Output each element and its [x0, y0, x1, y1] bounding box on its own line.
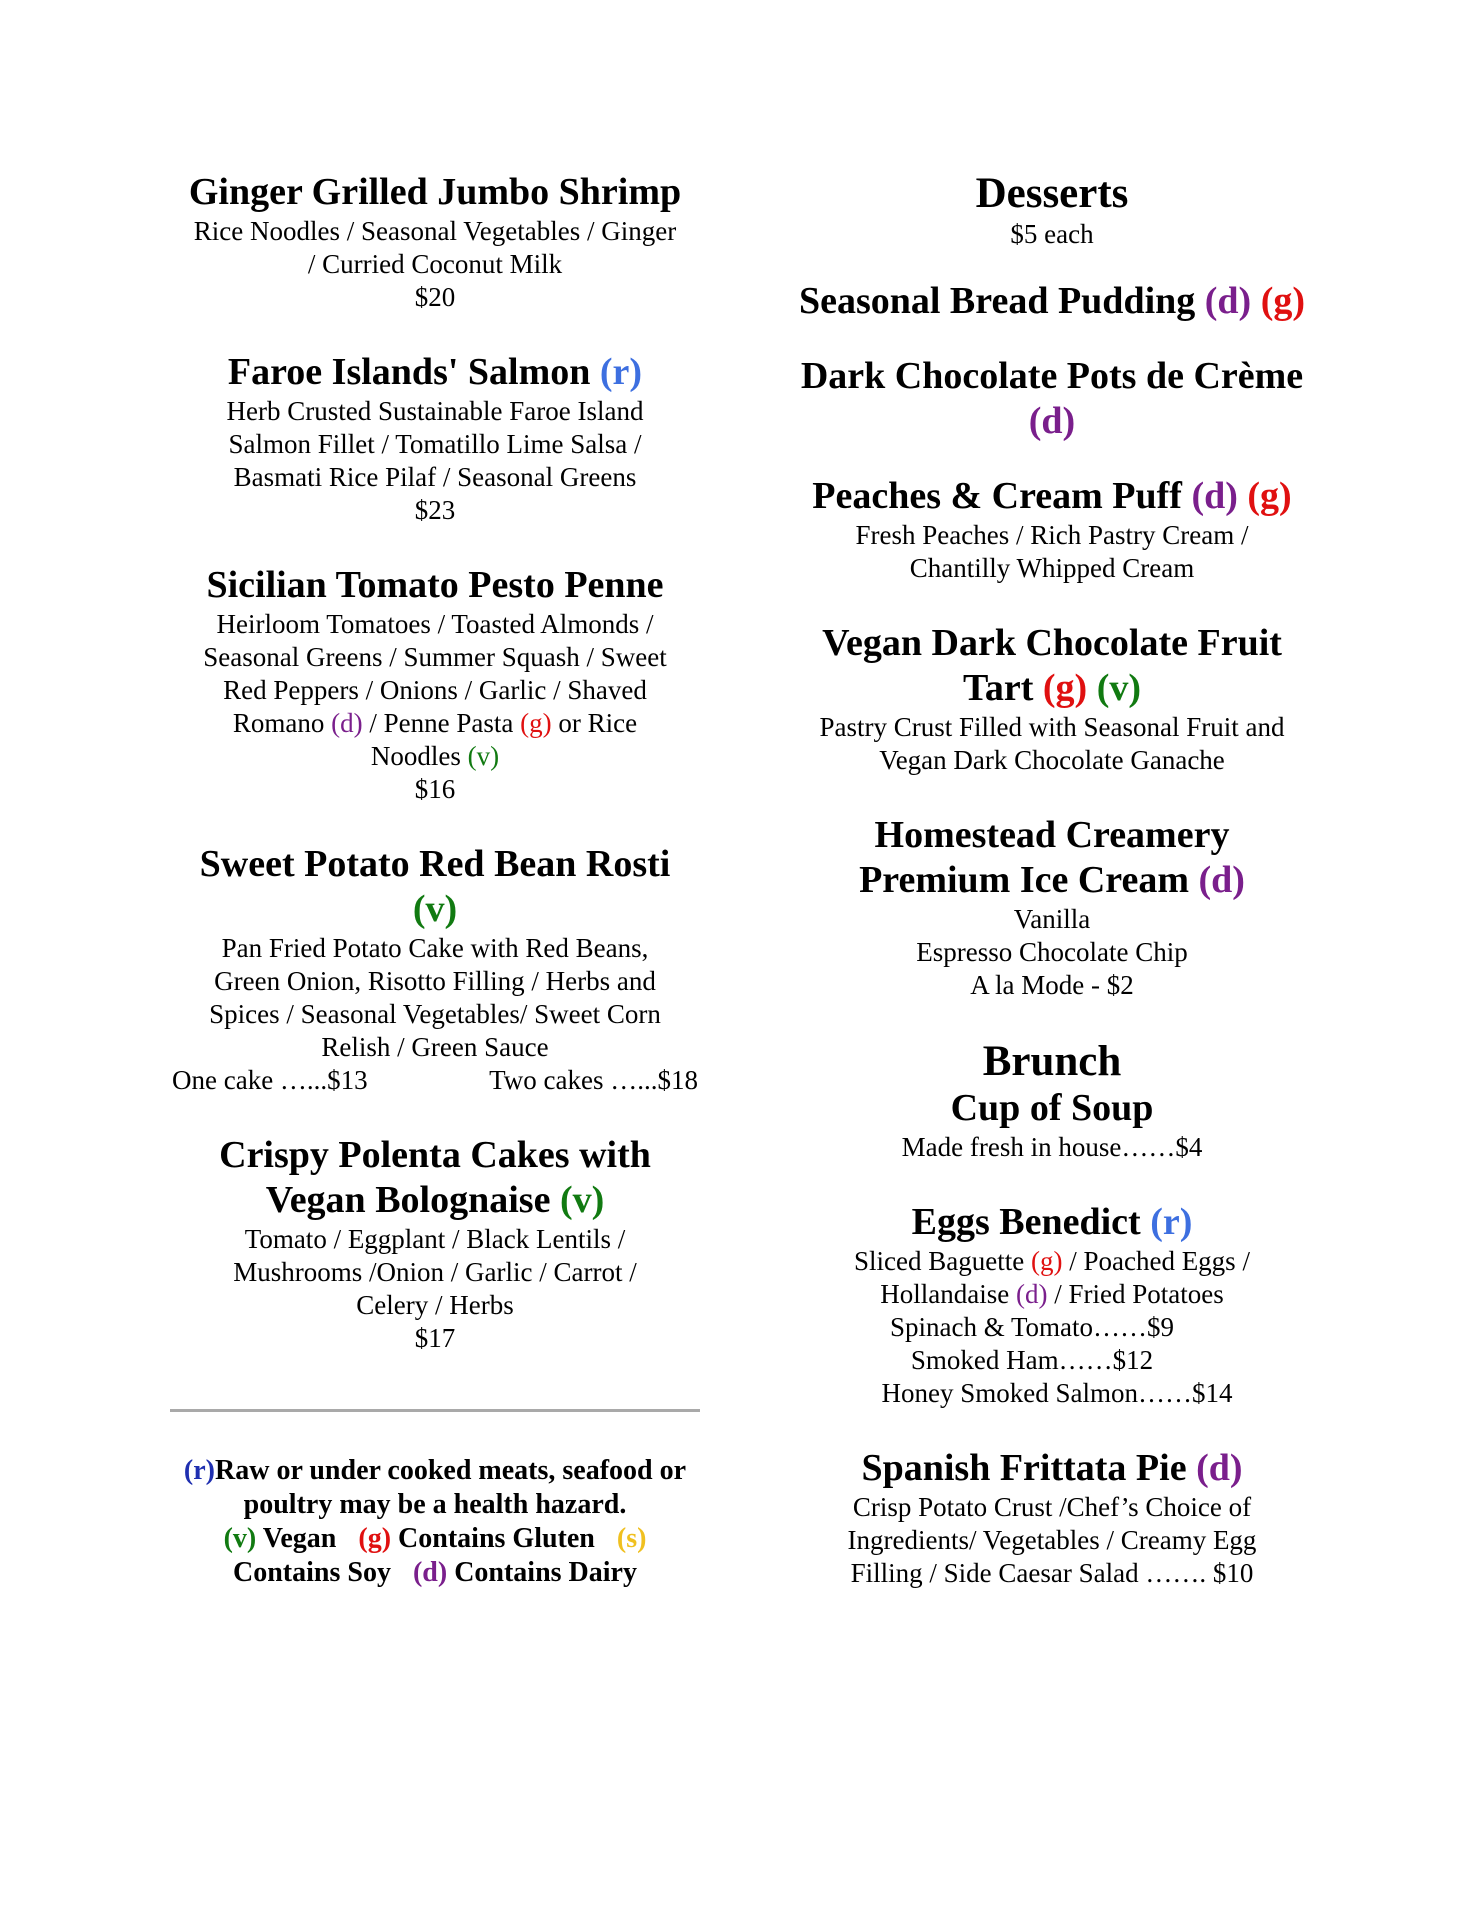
dish-description	[170, 395, 700, 494]
section-brunch	[772, 1038, 1332, 1164]
dish-price: $23	[414, 495, 456, 525]
dish-title-text: Tart	[962, 667, 1043, 709]
description-line: Red Peppers / Onions / Garlic / Shaved	[223, 675, 647, 705]
section-subtitle: $5 each	[1010, 219, 1094, 249]
description-line: Relish / Green Sauce	[321, 1032, 549, 1062]
dish-polenta	[170, 1133, 700, 1355]
legend-line: poultry may be a health hazard.	[243, 1489, 627, 1520]
section-heading: Desserts	[975, 170, 1129, 217]
text-fragment: Romano	[232, 708, 332, 738]
dish-title	[170, 1178, 700, 1223]
description-line	[772, 1278, 1332, 1311]
dish-title	[772, 666, 1332, 711]
dish-penne	[170, 563, 700, 806]
gluten-tag: (g)	[358, 1523, 392, 1554]
gluten-tag: (g)	[1260, 280, 1306, 322]
text-fragment: Hollandaise	[880, 1279, 1016, 1309]
gluten-tag: (g)	[520, 708, 552, 738]
dish-price: $17	[414, 1323, 456, 1353]
legend-line	[170, 1522, 700, 1556]
description-line: Rice Noodles / Seasonal Vegetables / Ginger	[193, 216, 677, 246]
text-fragment: / Fried Potatoes	[1047, 1279, 1224, 1309]
legend-line	[170, 1556, 700, 1590]
dish-title-text: Eggs Benedict	[911, 1201, 1151, 1243]
soy-tag: (s)	[616, 1523, 647, 1554]
description-line: Tomato / Eggplant / Black Lentils /	[244, 1224, 626, 1254]
description-line: Pan Fried Potato Cake with Red Beans,	[221, 933, 649, 963]
dish-title-text: Peaches & Cream Puff	[812, 475, 1192, 517]
dish-title-text: Vegan Bolognaise	[265, 1179, 560, 1221]
dish-title: Crispy Polenta Cakes with	[219, 1134, 651, 1176]
option-line: Honey Smoked Salmon……$14	[881, 1378, 1233, 1408]
description-line	[170, 740, 700, 773]
dish-title: Sweet Potato Red Bean Rosti	[199, 843, 671, 885]
option-line: Smoked Ham……$12	[910, 1345, 1154, 1375]
description-line: A la Mode - $2	[970, 970, 1134, 1000]
dish-title: Sicilian Tomato Pesto Penne	[206, 564, 664, 606]
description-line: Herb Crusted Sustainable Faroe Island	[226, 396, 644, 426]
dish-salmon	[170, 350, 700, 527]
dish-ice-cream	[772, 813, 1332, 1002]
dish-bread-pudding	[772, 279, 1332, 324]
dish-fruit-tart	[772, 621, 1332, 777]
dish-eggs-benedict	[772, 1200, 1332, 1410]
legend-text: Contains Soy	[233, 1557, 391, 1588]
dairy-tag: (d)	[1015, 1279, 1048, 1309]
description-line	[772, 1245, 1332, 1278]
dish-description	[772, 711, 1332, 777]
dish-title: Cup of Soup	[950, 1087, 1154, 1129]
gluten-tag: (g)	[1030, 1246, 1063, 1276]
dairy-tag: (d)	[1196, 1447, 1243, 1489]
text-fragment: / Penne Pasta	[362, 708, 521, 738]
vegan-tag: (v)	[412, 888, 458, 930]
dish-frittata	[772, 1446, 1332, 1590]
dish-title: Vegan Dark Chocolate Fruit	[822, 622, 1282, 664]
description-line: Salmon Fillet / Tomatillo Lime Salsa /	[228, 429, 642, 459]
dish-title	[772, 1200, 1332, 1245]
description-line: Celery / Herbs	[356, 1290, 514, 1320]
dairy-tag: (d)	[1204, 280, 1252, 322]
dairy-tag: (d)	[1028, 400, 1076, 442]
dish-title	[170, 350, 700, 395]
benedict-options	[772, 1311, 1332, 1410]
legend-text: Contains Gluten	[391, 1523, 595, 1554]
dish-description	[170, 608, 700, 773]
description-line: Green Onion, Risotto Filling / Herbs and	[214, 966, 656, 996]
price-two-cakes: Two cakes …...$18	[489, 1065, 698, 1095]
price-one-cake: One cake …...$13	[172, 1065, 368, 1095]
dish-title-text: Spanish Frittata Pie	[861, 1447, 1197, 1489]
dish-shrimp	[170, 170, 700, 314]
dish-title	[772, 1446, 1332, 1491]
allergen-legend	[170, 1454, 700, 1590]
vegan-tag: (v)	[223, 1523, 257, 1554]
dairy-tag: (d)	[412, 1557, 448, 1588]
dish-description	[772, 1245, 1332, 1311]
description-line: Vanilla	[1013, 904, 1091, 934]
dish-title: Homestead Creamery	[874, 814, 1230, 856]
legend-line	[170, 1454, 700, 1488]
legend-text: Raw or under cooked meats, seafood or	[215, 1455, 687, 1486]
dish-title	[772, 279, 1332, 324]
divider	[170, 1409, 700, 1412]
dish-pots-de-creme	[772, 354, 1332, 444]
description-line: Vegan Dark Chocolate Ganache	[879, 745, 1225, 775]
gluten-tag: (g)	[1247, 475, 1292, 517]
left-column	[170, 170, 700, 1391]
description-line: Mushrooms /Onion / Garlic / Carrot /	[233, 1257, 637, 1287]
dairy-tag: (d)	[1191, 475, 1238, 517]
dish-description	[170, 932, 700, 1064]
section-desserts	[772, 170, 1332, 251]
description-line: Pastry Crust Filled with Seasonal Fruit and	[819, 712, 1285, 742]
dish-title: Ginger Grilled Jumbo Shrimp	[188, 171, 682, 213]
text-fragment: / Poached Eggs /	[1062, 1246, 1250, 1276]
description-line: Basmati Rice Pilaf / Seasonal Greens	[233, 462, 637, 492]
description-line: Crisp Potato Crust /Chef’s Choice of	[852, 1492, 1252, 1522]
dish-description	[170, 1223, 700, 1322]
vegan-tag: (v)	[1096, 667, 1141, 709]
section-heading: Brunch	[982, 1038, 1122, 1085]
dish-description	[772, 519, 1332, 585]
dairy-tag: (d)	[1198, 859, 1245, 901]
dish-rosti	[170, 842, 700, 1097]
description-line: Fresh Peaches / Rich Pastry Cream /	[855, 520, 1249, 550]
dish-cream-puff	[772, 474, 1332, 585]
dish-price: $16	[414, 774, 456, 804]
text-fragment: Sliced Baguette	[854, 1246, 1031, 1276]
dish-description	[772, 1491, 1332, 1590]
text-fragment: Noodles	[370, 741, 468, 771]
dish-description: Made fresh in house……$4	[901, 1132, 1203, 1162]
dairy-tag: (d)	[331, 708, 363, 738]
description-line: Seasonal Greens / Summer Squash / Sweet	[203, 642, 667, 672]
description-line: / Curried Coconut Milk	[307, 249, 563, 279]
text-fragment: or Rice	[551, 708, 638, 738]
right-column	[772, 170, 1332, 1626]
vegan-tag: (v)	[559, 1179, 605, 1221]
dish-title-text: Premium Ice Cream	[859, 859, 1199, 901]
dish-title-text: Seasonal Bread Pudding	[798, 280, 1205, 322]
dish-title	[772, 474, 1332, 519]
dish-price: $20	[414, 282, 456, 312]
description-line: Chantilly Whipped Cream	[909, 553, 1195, 583]
description-line: Heirloom Tomatoes / Toasted Almonds /	[216, 609, 654, 639]
description-line	[170, 707, 700, 740]
dish-title	[772, 858, 1332, 903]
description-line: Ingredients/ Vegetables / Creamy Egg	[847, 1525, 1257, 1555]
raw-tag: (r)	[183, 1455, 215, 1486]
vegan-tag: (v)	[467, 741, 500, 771]
raw-tag: (r)	[1150, 1201, 1193, 1243]
gluten-tag: (g)	[1042, 667, 1088, 709]
legend-text: Vegan	[256, 1523, 337, 1554]
raw-tag: (r)	[599, 351, 643, 393]
dish-description	[170, 215, 700, 281]
description-line: Spices / Seasonal Vegetables/ Sweet Corn	[209, 999, 661, 1029]
description-line: Filling / Side Caesar Salad ……. $10	[850, 1558, 1254, 1588]
option-line: Spinach & Tomato……$9	[889, 1312, 1175, 1342]
dish-price-options	[170, 1064, 700, 1097]
legend-text: Contains Dairy	[447, 1557, 637, 1588]
description-line: Espresso Chocolate Chip	[916, 937, 1188, 967]
dish-title: Dark Chocolate Pots de Crème	[800, 355, 1304, 397]
dish-description	[772, 903, 1332, 1002]
dish-title-text: Faroe Islands' Salmon	[227, 351, 600, 393]
